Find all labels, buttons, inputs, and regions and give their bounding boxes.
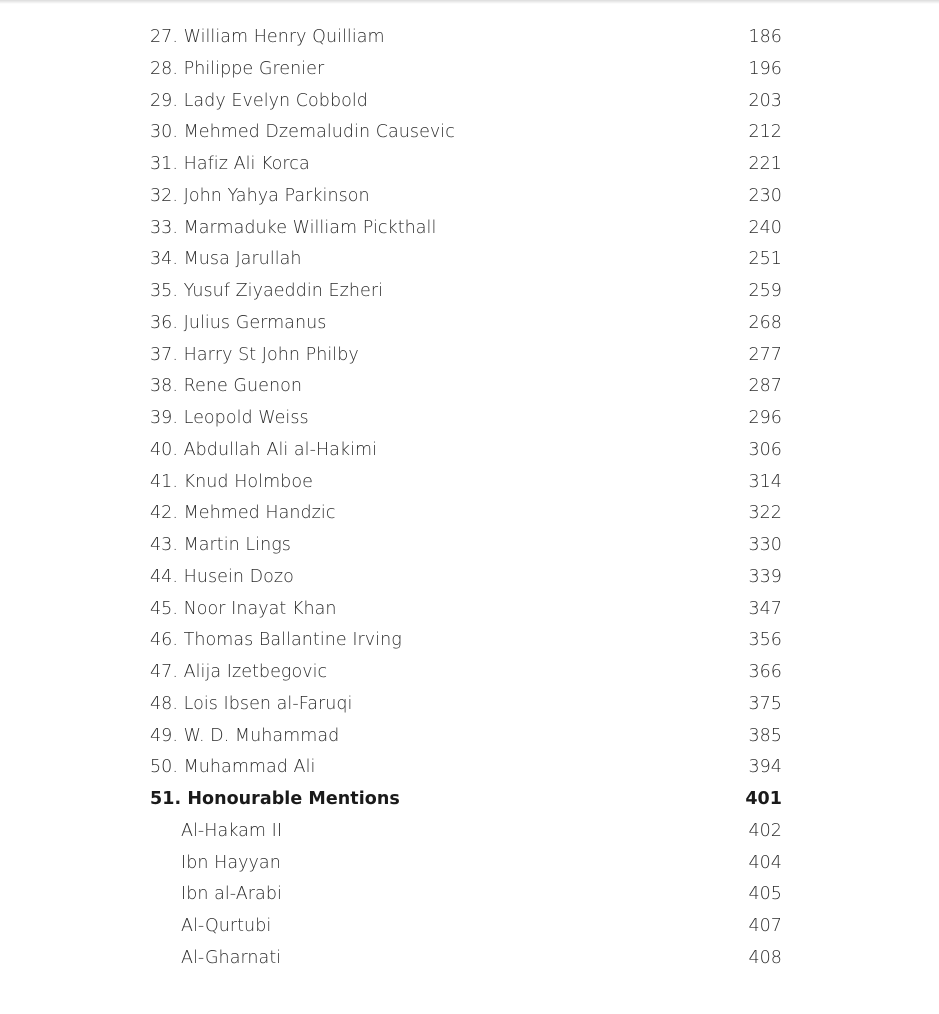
toc-entry[interactable] [150,371,782,403]
toc-section-honourable-mentions[interactable] [150,784,782,816]
page-top-shadow [0,0,939,4]
entry-number: 39. [150,408,178,428]
entry-page: 203 [748,90,782,111]
entry-number: 33. [150,217,178,238]
toc-entry[interactable] [150,340,782,372]
toc-subentry[interactable] [150,879,782,911]
entry-number: 30. [150,122,178,143]
entry-page: 375 [748,693,782,714]
toc-entry[interactable] [150,244,782,276]
entry-page: 230 [748,185,782,206]
entry-title: W. D. Muhammad [183,725,340,746]
entry-number: 35. [150,281,178,301]
entry-number: 37. [150,344,178,365]
entry-page: 186 [748,27,782,47]
subentry-page: 402 [748,820,782,841]
entry-title: Lois Ibsen al-Faruqi [183,693,353,714]
toc-entry[interactable] [150,213,782,245]
entry-page: 259 [748,281,782,301]
entry-title: Lady Evelyn Cobbold [183,90,368,111]
entry-number: 38. [150,376,178,397]
entry-title: Marmaduke William Pickthall [183,217,437,238]
entry-number: 36. [150,312,178,333]
toc-entry[interactable] [150,22,782,54]
entry-number: 40. [150,439,178,460]
toc-entry[interactable] [150,721,782,753]
entry-title: Abdullah Ali al-Hakimi [183,439,378,460]
entry-title: Philippe Grenier [183,58,325,79]
entry-title: Noor Inayat Khan [183,598,337,619]
toc-entry[interactable] [150,308,782,340]
entry-title: Muhammad Ali [183,757,316,778]
entry-number: 50. [150,757,178,778]
toc-entry[interactable] [150,403,782,435]
toc-subentry[interactable] [150,943,782,975]
entry-number: 31. [150,154,178,174]
entry-number: 27. [150,27,178,47]
entry-number: 32. [150,185,178,206]
entry-title: Husein Dozo [183,566,294,587]
section-page: 401 [745,789,782,809]
entry-page: 212 [748,122,782,143]
entry-title: Hafiz Ali Korca [183,154,310,174]
entry-page: 322 [748,503,782,524]
entry-page: 196 [748,58,782,79]
entry-number: 41. [150,471,178,492]
entry-title: Mehmed Handzic [183,503,336,524]
entry-page: 240 [748,217,782,238]
toc-entry[interactable] [150,467,782,499]
entry-page: 268 [748,312,782,333]
entry-title: William Henry Quilliam [183,27,385,47]
entry-number: 45. [150,598,178,619]
toc-entry[interactable] [150,181,782,213]
toc-subentry[interactable] [150,848,782,880]
toc-entry[interactable] [150,594,782,626]
entry-number: 44. [150,566,178,587]
entry-page: 356 [748,630,782,651]
entry-title: John Yahya Parkinson [183,185,370,206]
toc-entry[interactable] [150,435,782,467]
entry-number: 43. [150,535,178,555]
entry-page: 385 [748,725,782,746]
toc-entry[interactable] [150,562,782,594]
entry-title: Musa Jarullah [183,249,302,270]
entry-number: 47. [150,662,178,682]
subentry-title: Al-Hakam II [181,820,283,841]
subentry-page: 404 [748,852,782,873]
entry-number: 48. [150,693,178,714]
table-of-contents [150,22,782,975]
subentry-page: 405 [748,884,782,905]
section-number: 51. [150,789,182,809]
entry-page: 287 [748,376,782,397]
toc-entry[interactable] [150,530,782,562]
entry-title: Harry St John Philby [183,344,359,365]
entry-number: 46. [150,630,178,651]
entry-title: Yusuf Ziyaeddin Ezheri [183,281,384,301]
toc-entry[interactable] [150,689,782,721]
entry-title: Julius Germanus [183,312,327,333]
entry-title: Martin Lings [183,535,291,555]
entry-number: 34. [150,249,178,270]
toc-subentry[interactable] [150,816,782,848]
toc-subentry[interactable] [150,911,782,943]
entry-title: Knud Holmboe [183,471,313,492]
entry-number: 29. [150,90,178,111]
entry-page: 306 [748,439,782,460]
entry-number: 28. [150,58,178,79]
entry-title: Rene Guenon [183,376,303,397]
section-title: Honourable Mentions [187,789,400,809]
entry-number: 42. [150,503,178,524]
toc-entry[interactable] [150,86,782,118]
entry-page: 277 [748,344,782,365]
entry-page: 251 [748,249,782,270]
entry-title: Thomas Ballantine Irving [183,630,402,651]
toc-entry[interactable] [150,54,782,86]
entry-page: 221 [748,154,782,174]
entry-page: 366 [748,662,782,682]
entry-number: 49. [150,725,178,746]
entry-page: 330 [748,535,782,555]
entry-page: 296 [748,408,782,428]
subentry-title: Ibn Hayyan [181,852,281,873]
subentry-page: 407 [748,916,782,936]
entry-page: 314 [748,471,782,492]
entry-title: Alija Izetbegovic [183,662,328,682]
entry-page: 339 [748,566,782,587]
subentry-title: Al-Gharnati [181,947,282,968]
subentry-title: Ibn al-Arabi [181,884,282,905]
toc-entry[interactable] [150,625,782,657]
subentry-title: Al-Qurtubi [181,916,272,936]
toc-entry[interactable] [150,657,782,689]
toc-entry[interactable] [150,276,782,308]
toc-entry[interactable] [150,498,782,530]
entry-title: Leopold Weiss [183,408,309,428]
entry-title: Mehmed Dzemaludin Causevic [183,122,455,143]
entry-page: 347 [748,598,782,619]
entry-page: 394 [748,757,782,778]
subentry-page: 408 [748,947,782,968]
toc-entry[interactable] [150,117,782,149]
toc-entry[interactable] [150,149,782,181]
toc-entry[interactable] [150,752,782,784]
